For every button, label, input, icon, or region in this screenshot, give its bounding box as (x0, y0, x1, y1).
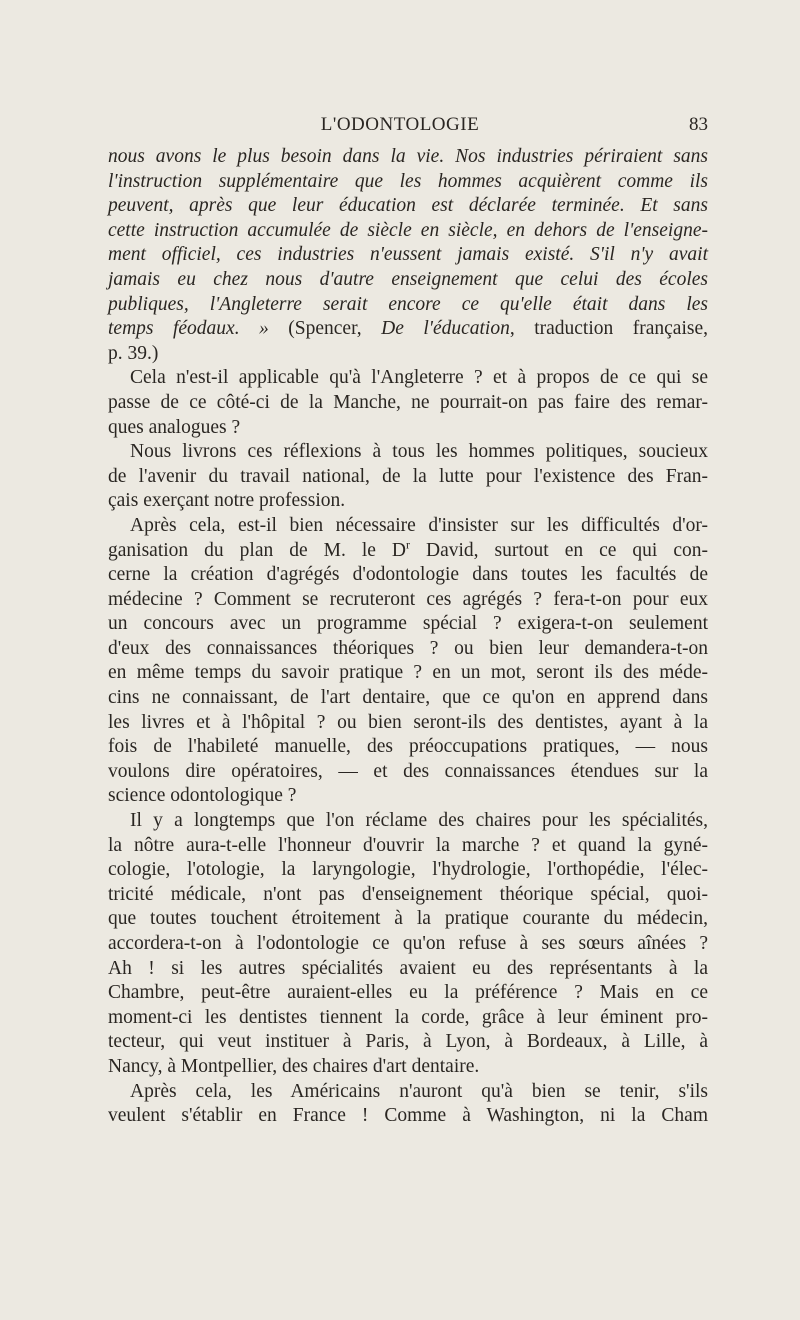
page-number: 83 (689, 114, 708, 135)
text-line: cins ne connaissant, de l'art dentaire, que ce qu'on en apprend dans (108, 687, 708, 709)
text-line: Après cela, est-il bien nécessaire d'insister sur les difficultés d'or- (130, 514, 708, 536)
text-line: de l'avenir du travail national, de la lutte pour l'existence des Fran- (108, 465, 708, 487)
text-line: tecteur, qui veut instituer à Paris, à Lyon, à Bordeaux, à Lille, à (108, 1031, 708, 1053)
text-line: nous avons le plus besoin dans la vie. Nos industries périraient sans (108, 146, 708, 167)
text-line: cette instruction accumulée de siècle en siècle, en dehors de l'enseigne- (108, 219, 708, 241)
text-line: cerne la création d'agrégés d'odontologie dans toutes les facultés de (108, 564, 708, 586)
citation-rest: , traduction française, (509, 318, 708, 340)
text-line: Nous livrons ces réflexions à tous les hommes politiques, soucieux (130, 441, 708, 463)
text-line: un concours avec un programme spécial ? exigera-t-on seulement (108, 613, 708, 635)
text-line (108, 317, 708, 342)
text-line: publiques, l'Angleterre serait encore ce qu'elle était dans les (108, 293, 708, 315)
text-line: fois de l'habileté manuelle, des préoccupations pratiques, — nous (108, 736, 708, 758)
text-line: tricité médicale, n'ont pas d'enseignement théorique spécial, quoi- (108, 883, 708, 905)
text-line: Ah ! si les autres spécialités avaient eu des représentants à la (108, 957, 708, 979)
text-line: moment-ci les dentistes tiennent la corde, grâce à leur éminent pro- (108, 1006, 708, 1028)
david-line-start: ganisation du plan de M. le D (108, 539, 407, 561)
text-line: Il y a longtemps que l'on réclame des chaires pour les spécialités, (130, 810, 708, 832)
text-line: que toutes touchent étroitement à la pratique courante du médecin, (108, 908, 708, 930)
citation-author: (Spencer, (268, 318, 382, 340)
text-line: en même temps du savoir pratique ? en un mot, seront ils des méde- (108, 662, 708, 684)
text-line: passe de ce côté-ci de la Manche, ne pourrait-on pas faire des remar- (108, 391, 708, 413)
text-line: voulons dire opératoires, — et des connaissances étendues sur la (108, 760, 708, 782)
text-line: p. 39.) (108, 342, 159, 364)
text-line: la nôtre aura-t-elle l'honneur d'ouvrir la marche ? et quand la gyné- (108, 834, 708, 856)
superscript-r: r (406, 537, 411, 551)
text-line: accordera-t-on à l'odontologie ce qu'on refuse à ses sœurs aînées ? (108, 933, 708, 954)
text-line: science odontologique ? (108, 785, 297, 807)
text-line: ques analogues ? (108, 416, 241, 438)
text-line (108, 539, 708, 564)
text-line: d'eux des connaissances théoriques ? ou bien leur demandera-t-on (108, 637, 708, 659)
text-line: peuvent, après que leur éducation est déclarée terminée. Et sans (108, 195, 708, 217)
text-line: veulent s'établir en France ! Comme à Washington, ni la Cham (108, 1105, 708, 1127)
text-line: Chambre, peut-être auraient-elles eu la préférence ? Mais en ce (108, 982, 708, 1004)
text-line: cologie, l'otologie, la laryngologie, l'hydrologie, l'orthopédie, l'élec- (108, 859, 708, 881)
text-line: çais exerçant notre profession. (108, 490, 346, 512)
running-title: L'ODONTOLOGIE (320, 114, 480, 135)
text-line: Cela n'est-il applicable qu'à l'Angleterre ? et à propos de ce qui se (130, 367, 708, 389)
citation-book-title: De l'éducation (381, 318, 510, 340)
text-line: ment officiel, ces industries n'eussent jamais existé. S'il n'y avait (108, 244, 708, 266)
text-line: les livres et à l'hôpital ? ou bien seront-ils des dentistes, ayant à la (108, 711, 708, 733)
text-line: Après cela, les Américains n'auront qu'à bien se tenir, s'ils (130, 1080, 708, 1102)
text-line: l'instruction supplémentaire que les hommes acquièrent comme ils (108, 170, 708, 192)
text-line: médecine ? Comment se recruteront ces agrégés ? fera-t-on pour eux (108, 588, 708, 610)
body-text (108, 145, 708, 1129)
text-line: Nancy, à Montpellier, des chaires d'art dentaire. (108, 1055, 480, 1077)
quote-end: temps féodaux. » (108, 318, 269, 340)
text-line: jamais eu chez nous d'autre enseignement que celui des écoles (108, 268, 708, 290)
david-line-rest: David, surtout en ce qui con- (410, 539, 709, 561)
